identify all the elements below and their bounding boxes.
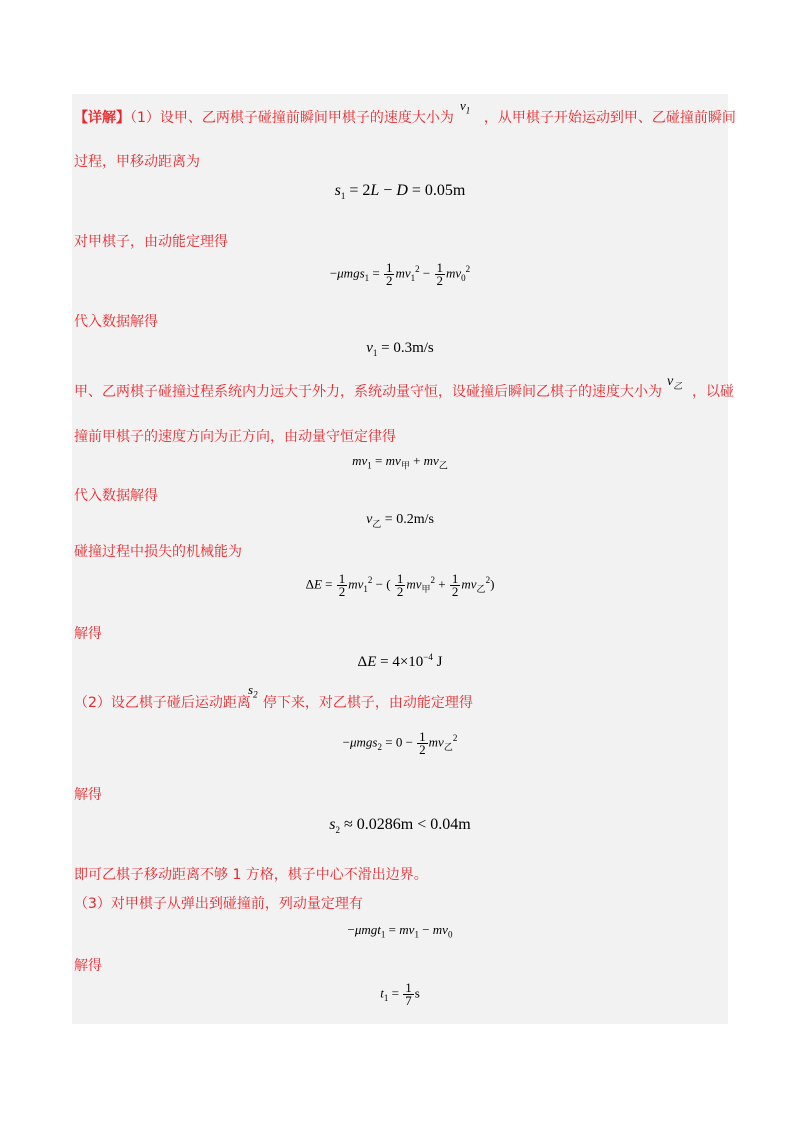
- paragraph-4-line-2: 撞前甲棋子的速度方向为正方向，由动量守恒定律得: [74, 429, 396, 445]
- equation-1: $s_1 = 2L - D = 0.05m$: [334, 182, 466, 202]
- paragraph-5: 代入数据解得: [74, 488, 158, 504]
- p1-text-a: （1）设甲、乙两棋子碰撞前瞬间甲棋子的速度大小为: [130, 110, 454, 126]
- paragraph-6: 碰撞过程中损失的机械能为: [74, 544, 242, 560]
- inline-var-v1: $v_1$: [460, 98, 471, 116]
- p8-text-b: 停下来，对乙棋子，由动能定理得: [262, 695, 473, 711]
- equation-11: $t_1$ = $\frac{1}{7}$ s: [380, 980, 420, 1008]
- paragraph-10: 即可乙棋子移动距离不够 1 方格，棋子中心不滑出边界。: [74, 867, 428, 883]
- paragraph-12: 解得: [74, 958, 102, 974]
- equation-5: $v_乙 = 0.2m/s$: [366, 512, 434, 529]
- equation-8: −μmgs$_2$ = 0 − $\frac{1}{2}$ $mv_乙^2$: [342, 729, 458, 757]
- paragraph-7: 解得: [74, 626, 102, 642]
- p4-text-a: 甲、乙两棋子碰撞过程系统内力远大于外力，系统动量守恒，设碰撞后瞬间乙棋子的速度大小为: [74, 384, 662, 400]
- equation-10: $-\mu mgt_1 = mv_1 - mv_0$: [347, 922, 453, 940]
- paragraph-11: （3）对甲棋子从弹出到碰撞前，列动量定理有: [74, 896, 363, 912]
- paragraph-2: 对甲棋子，由动能定理得: [74, 234, 228, 250]
- p1-text-b: ，从甲棋子开始运动到甲、乙碰撞前瞬间: [483, 110, 736, 126]
- equation-9: $s_2 \approx 0.0286m < 0.04m$: [329, 816, 471, 836]
- detail-tag: 【详解】: [74, 110, 130, 126]
- equation-4: $mv_1 = mv_甲 + mv_乙$: [352, 453, 448, 471]
- paragraph-8: [74, 694, 473, 712]
- paragraph-1: [74, 109, 736, 127]
- inline-var-s2: $s_2$: [248, 682, 258, 700]
- paragraph-9: 解得: [74, 787, 102, 803]
- equation-7: $\Delta E = 4\times 10^{-4}$ J: [357, 652, 443, 670]
- paragraph-3: 代入数据解得: [74, 314, 158, 330]
- equation-6: ΔE = $\frac{1}{2}$ $mv_1^2$ − ( $\frac{1}{2}$ $mv_甲^2$ + $\frac{1}{2}$ $mv_乙^2$): [305, 571, 495, 599]
- paragraph-1-line-2: 过程，甲移动距离为: [74, 154, 200, 170]
- paragraph-4: [74, 383, 734, 401]
- p4-text-b: ，以碰: [692, 384, 734, 400]
- equation-2: −μmgs$_1$ = $\frac{1}{2}$ $mv_1^2$ − $\frac{1}{2}$ $mv_0^2$: [329, 260, 471, 288]
- inline-var-v-yi: $v_乙$: [667, 374, 683, 391]
- p8-text-a: （2）设乙棋子碰后运动距离: [74, 695, 251, 711]
- equation-3: $v_1 = 0.3m/s$: [366, 340, 434, 358]
